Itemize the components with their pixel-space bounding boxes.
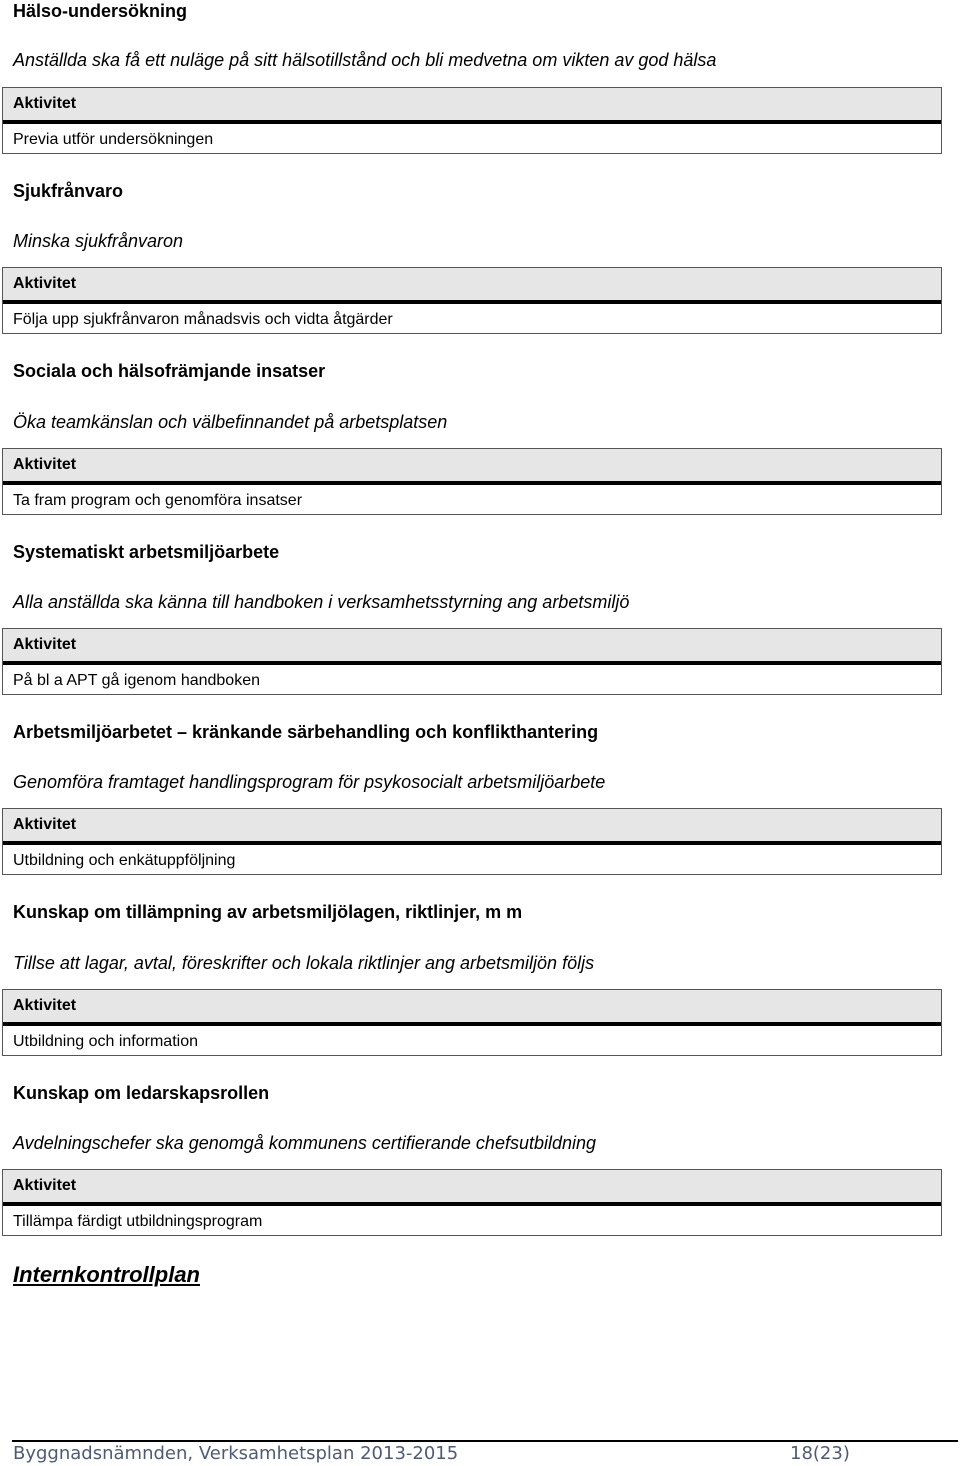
activity-text: På bl a APT gå igenom handboken (13, 672, 260, 689)
activity-label: Aktivitet (13, 1177, 77, 1194)
activity-divider (3, 841, 941, 845)
activity-header (3, 809, 941, 841)
activity-label: Aktivitet (13, 95, 77, 112)
activity-text: Utbildning och enkätuppföljning (13, 852, 236, 869)
document-title: Internkontrollplan (13, 1262, 200, 1287)
footer-page-number: 18(23) (790, 1443, 850, 1464)
activity-box (2, 628, 942, 695)
activity-header (3, 88, 941, 120)
section-heading: Sjukfrånvaro (13, 181, 124, 201)
activity-text: Tillämpa färdigt utbildningsprogram (13, 1213, 263, 1230)
section-goal: Öka teamkänslan och välbefinnandet på arbetsplatsen (13, 412, 448, 432)
activity-text: Ta fram program och genomföra insatser (13, 492, 303, 509)
activity-box (2, 1169, 942, 1236)
footer-document-name: Byggnadsnämnden, Verksamhetsplan 2013-2015 (13, 1443, 459, 1464)
section-goal: Alla anställda ska känna till handboken i verksamhetsstyrning ang arbetsmiljö (13, 592, 630, 612)
section-goal: Tillse att lagar, avtal, föreskrifter och lokala riktlinjer ang arbetsmiljön följs (13, 953, 595, 973)
activity-label: Aktivitet (13, 636, 77, 653)
section-heading: Sociala och hälsofrämjande insatser (13, 361, 326, 381)
section-heading: Kunskap om tillämpning av arbetsmiljölagen, riktlinjer, m m (13, 902, 523, 922)
activity-divider (3, 1202, 941, 1206)
section-heading: Arbetsmiljöarbetet – kränkande särbehandling och konflikthantering (13, 722, 599, 742)
activity-header (3, 990, 941, 1022)
section-heading: Hälso-undersökning (13, 1, 188, 21)
section-heading: Kunskap om ledarskapsrollen (13, 1083, 270, 1103)
section-goal: Minska sjukfrånvaron (13, 231, 184, 251)
activity-divider (3, 300, 941, 304)
activity-label: Aktivitet (13, 456, 77, 473)
activity-divider (3, 661, 941, 665)
activity-label: Aktivitet (13, 816, 77, 833)
activity-text: Följa upp sjukfrånvaron månadsvis och vidta åtgärder (13, 311, 393, 328)
section-goal: Avdelningschefer ska genomgå kommunens certifierande chefsutbildning (13, 1133, 597, 1153)
section-goal: Anställda ska få ett nuläge på sitt hälsotillstånd och bli medvetna om vikten av god hälsa (13, 50, 717, 70)
activity-label: Aktivitet (13, 275, 77, 292)
activity-divider (3, 481, 941, 485)
activity-divider (3, 120, 941, 124)
section-goal: Genomföra framtaget handlingsprogram för psykosocialt arbetsmiljöarbete (13, 772, 606, 792)
activity-box (2, 87, 942, 154)
activity-header (3, 1170, 941, 1202)
activity-box (2, 448, 942, 515)
activity-box (2, 989, 942, 1056)
activity-box (2, 808, 942, 875)
activity-label: Aktivitet (13, 997, 77, 1014)
activity-header (3, 268, 941, 300)
section-heading: Systematiskt arbetsmiljöarbete (13, 542, 280, 562)
activity-text: Previa utför undersökningen (13, 131, 214, 148)
activity-header (3, 449, 941, 481)
activity-header (3, 629, 941, 661)
activity-divider (3, 1022, 941, 1026)
activity-box (2, 267, 942, 334)
footer-divider (12, 1440, 958, 1442)
activity-text: Utbildning och information (13, 1033, 198, 1050)
